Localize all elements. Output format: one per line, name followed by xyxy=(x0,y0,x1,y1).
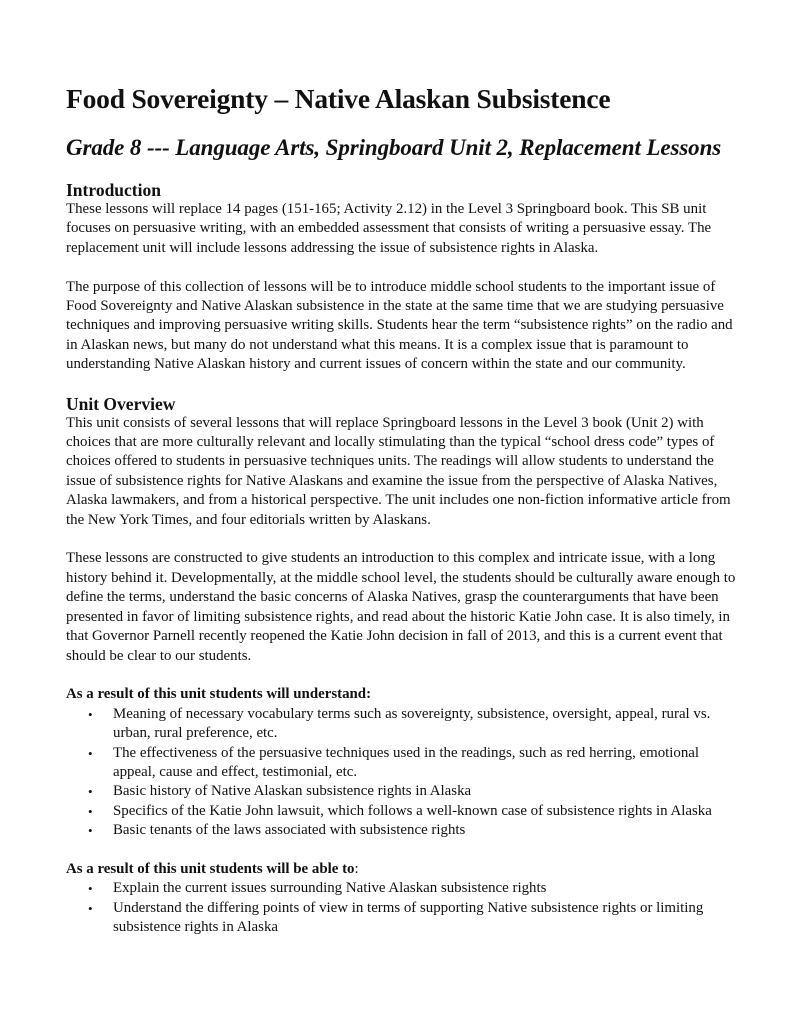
list-item: • Basic history of Native Alaskan subsistence rights in Alaska xyxy=(113,782,736,801)
bullet-icon: • xyxy=(88,745,93,761)
bullet-icon: • xyxy=(88,784,93,800)
unit-overview-section xyxy=(66,394,736,666)
unit-overview-paragraph-2: These lessons are constructed to give students an introduction to this complex and intricate issue, with a long history behind it. Developmentally, at the middle school level, the students should be culturally aware enough to define the terms, understand the basic concerns of Alaska Natives, grasp the counterarguments that have been presented in favor of limiting subsistence rights, and read about the historic Katie John case. It is also timely, in that Governor Parnell recently reopened the Katie John decision in fall of 2013, and this is a current event that should be clear to our students. xyxy=(66,550,736,664)
bullet-icon: • xyxy=(88,803,93,819)
understand-section xyxy=(66,685,736,840)
document-subtitle: Grade 8 --- Language Arts, Springboard Unit 2, Replacement Lessons xyxy=(66,135,722,160)
list-item: • Explain the current issues surrounding Native Alaskan subsistence rights xyxy=(113,879,736,898)
able-to-list xyxy=(66,879,736,937)
list-item: • The effectiveness of the persuasive techniques used in the readings, such as red herring, emotional appeal, cause and effect, testimonial, etc. xyxy=(88,744,700,780)
introduction-heading: Introduction xyxy=(66,180,161,200)
able-to-section xyxy=(66,860,736,938)
introduction-paragraph-2: The purpose of this collection of lessons will be to introduce middle school students to the important issue of Food Sovereignty and Native Alaskan subsistence in the state at the same time that we are studying persuasive techniques and improving persuasive writing skills. Students hear the term “subsistence rights” on the radio and in Alaskan news, but many do not understand what this means. It is a complex issue that is paramount to understanding Native Alaskan history and current issues of concern within the state and our community. xyxy=(66,278,733,373)
list-item: • Meaning of necessary vocabulary terms such as sovereignty, subsistence, oversight, appeal, rural vs. urban, rural preference, etc. xyxy=(88,705,711,742)
bullet-icon: • xyxy=(88,900,93,916)
introduction-paragraph-1: These lessons will replace 14 pages (151-165; Activity 2.12) in the Level 3 Springboard book. This SB unit focuses on persuasive writing, with an embedded assessment that consists of writing a persuasive essay. The replacement unit will include lessons addressing the issue of subsistence rights in Alaska. xyxy=(66,201,712,256)
understand-list xyxy=(66,705,736,841)
document-page xyxy=(66,83,736,938)
list-item: • Basic tenants of the laws associated with subsistence rights xyxy=(113,821,736,840)
unit-overview-heading: Unit Overview xyxy=(66,393,176,414)
introduction-section xyxy=(66,180,736,375)
bullet-icon: • xyxy=(88,881,93,897)
list-item: • Specifics of the Katie John lawsuit, which follows a well-known case of subsistence rights in Alaska xyxy=(113,802,736,821)
bullet-icon: • xyxy=(88,823,93,839)
bullet-icon: • xyxy=(88,706,93,722)
document-title: Food Sovereignty – Native Alaskan Subsistence xyxy=(66,83,611,114)
list-item: • Understand the differing points of view in terms of supporting Native subsistence rights or limiting subsistence rights in Alaska xyxy=(88,899,704,936)
unit-overview-paragraph-1: This unit consists of several lessons that will replace Springboard lessons in the Level 3 book (Unit 2) with choices that are more culturally relevant and locally stimulating than the typical “school dress code” types of choices offered to students in persuasive techniques units. The readings will allow students to understand the issue of subsistence rights for Native Alaskans and examine the issue from the perspective of Alaska Natives, Alaska lawmakers, and from a historical perspective. The unit includes one non-fiction informative article from the New York Times, and four editorials written by Alaskans. xyxy=(66,414,731,528)
understand-heading: As a result of this unit students will understand: xyxy=(66,686,372,703)
able-to-heading: As a result of this unit students will be able to: xyxy=(66,860,359,877)
